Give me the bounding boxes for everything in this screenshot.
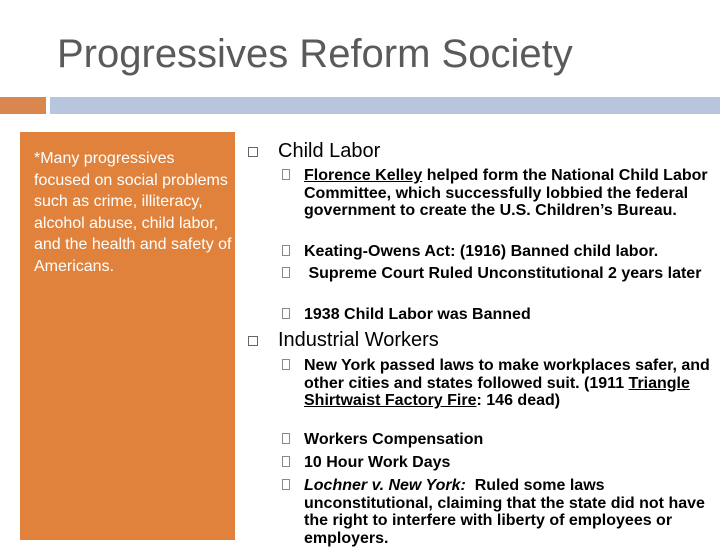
list-item-text: 1938 Child Labor was Banned: [304, 306, 531, 323]
bullet-icon: [282, 359, 290, 370]
list-item: [304, 167, 716, 220]
bullet-icon: [282, 433, 290, 444]
lochner-case-name: Lochner v. New York:: [304, 477, 466, 494]
sidebar-text: *Many progressives focused on social problems such as crime, illiteracy, alcohol abuse, child labor, and the health and safety of Americans.: [34, 150, 232, 275]
list-item-text: Keating-Owens Act: (1916) Banned child labor.: [304, 243, 659, 260]
list-item: [304, 454, 716, 472]
bullet-icon: [282, 308, 290, 319]
bullet-icon: [282, 169, 290, 180]
list-item-text: Ruled some laws unconstitutional, claiming that the state did not have the right to interfere with liberty of employees or employers.: [304, 477, 710, 547]
list-item: [304, 306, 716, 324]
bullet-icon: [282, 479, 290, 490]
list-item-text: New York passed laws to make workplaces safer, and other cities and states followed suit. (1911: [304, 357, 710, 392]
list-item: [304, 431, 716, 449]
bullet-icon: [282, 245, 290, 256]
bullet-icon: [282, 456, 290, 467]
square-bullet-icon: [248, 336, 258, 346]
list-item-text: : 146 dead): [476, 392, 561, 409]
square-bullet-icon: [248, 147, 258, 157]
list-item: [304, 357, 716, 410]
florence-kelley-link[interactable]: Florence Kelley: [304, 167, 423, 184]
list-item-text: helped form the National Child Labor Committee, which successfully lobbied the federal government to create the U.S. Children’s Bureau.: [304, 167, 708, 219]
section-heading-child-labor: [278, 140, 380, 163]
accent-bar-orange: [0, 97, 46, 114]
section-heading-label: Industrial Workers: [278, 329, 439, 351]
list-item-text: Supreme Court Ruled Unconstitutional 2 years later: [304, 265, 702, 282]
list-item-text: Workers Compensation: [304, 431, 484, 448]
section-heading-label: Child Labor: [278, 140, 381, 162]
list-item: [304, 477, 716, 547]
section-heading-industrial-workers: [278, 329, 439, 352]
list-item: [304, 243, 716, 261]
bullet-icon: [282, 267, 290, 278]
page-title: Progressives Reform Society: [57, 32, 573, 76]
list-item-text: 10 Hour Work Days: [304, 454, 451, 471]
list-item: [304, 265, 716, 283]
triangle-fire-link[interactable]: Triangle Shirtwaist Factory Fire: [304, 374, 690, 409]
accent-bar-blue: [50, 97, 720, 114]
